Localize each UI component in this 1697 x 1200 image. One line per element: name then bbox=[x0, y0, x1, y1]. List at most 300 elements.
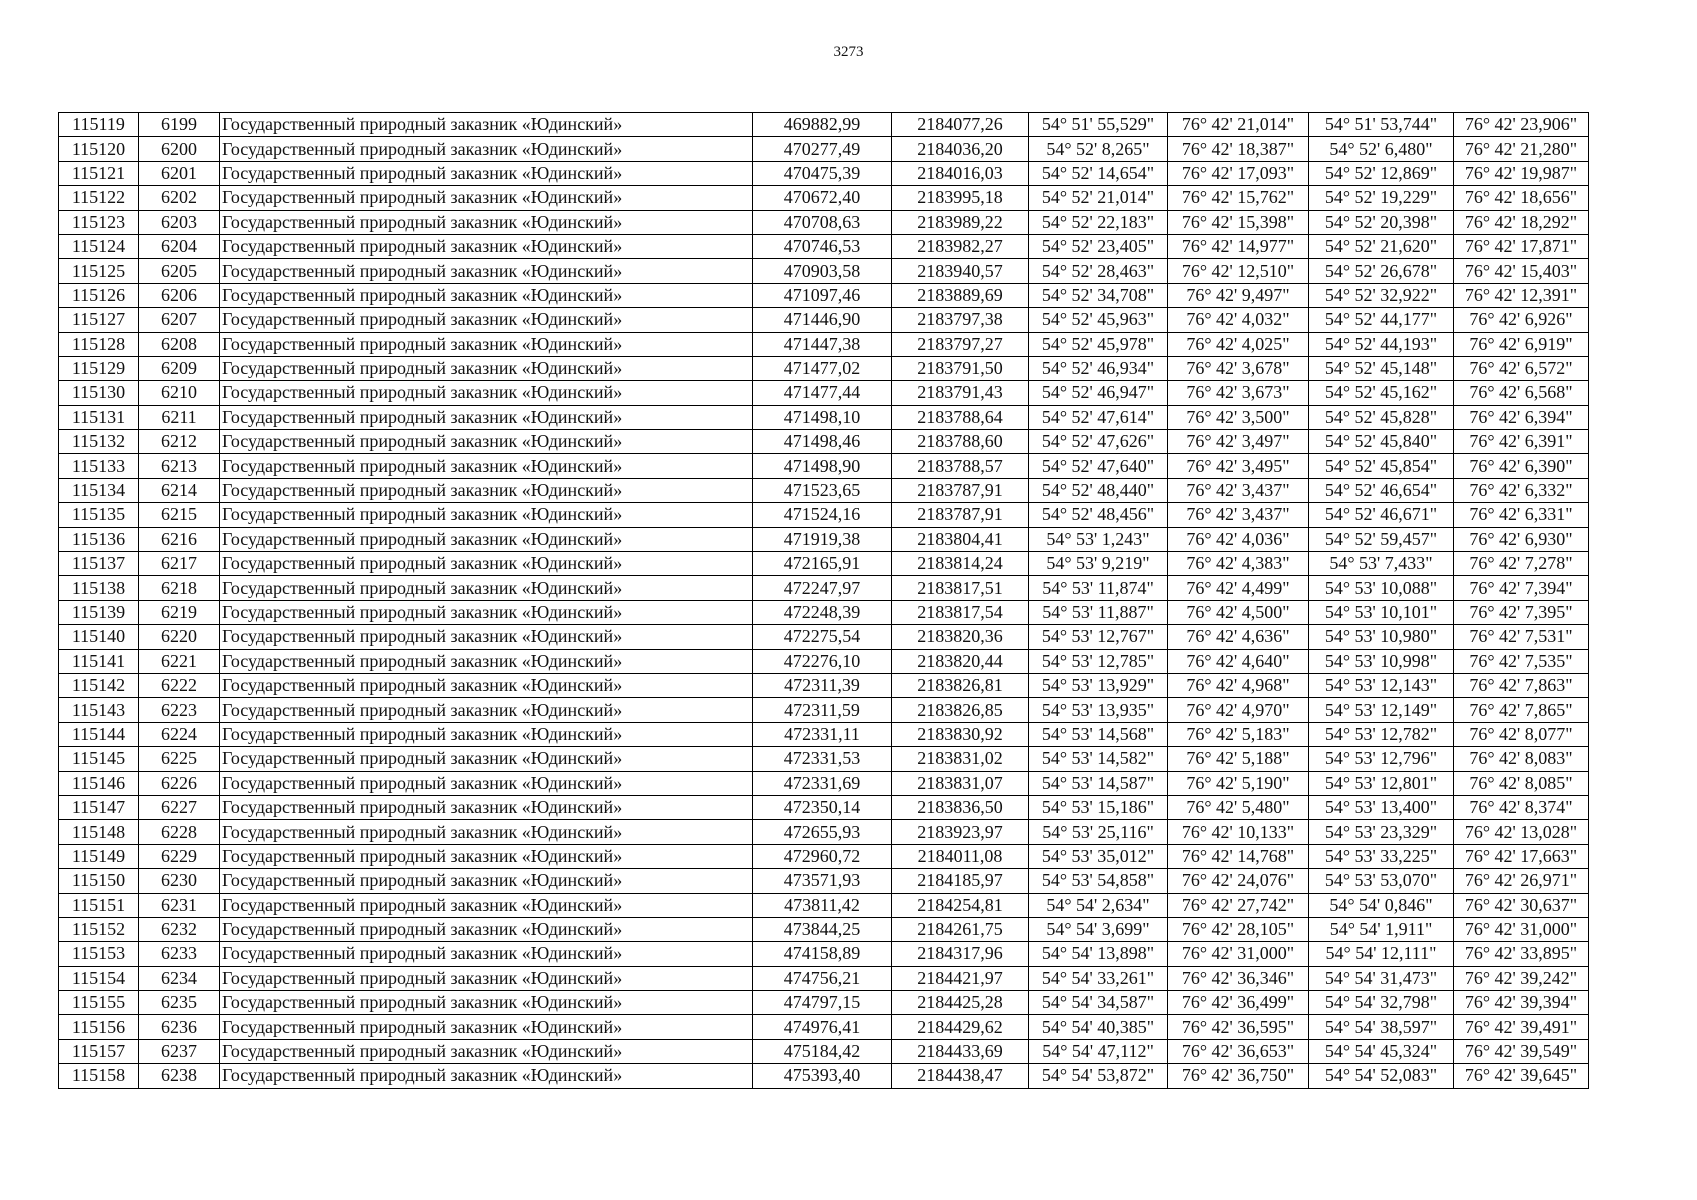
cell-object-name: Государственный природный заказник «Юдинский» bbox=[220, 600, 753, 624]
cell-latitude-1: 54° 52' 8,265" bbox=[1029, 137, 1168, 161]
cell-longitude-2: 76° 42' 6,391" bbox=[1454, 430, 1589, 454]
cell-longitude-2: 76° 42' 6,919" bbox=[1454, 332, 1589, 356]
cell-point-number: 6227 bbox=[139, 795, 220, 819]
cell-longitude-2: 76° 42' 7,865" bbox=[1454, 698, 1589, 722]
cell-longitude-2: 76° 42' 17,663" bbox=[1454, 844, 1589, 868]
cell-object-name: Государственный природный заказник «Юдинский» bbox=[220, 795, 753, 819]
cell-record-id: 115147 bbox=[59, 795, 139, 819]
cell-longitude-2: 76° 42' 8,077" bbox=[1454, 722, 1589, 746]
cell-point-number: 6205 bbox=[139, 259, 220, 283]
cell-latitude-1: 54° 52' 48,456" bbox=[1029, 503, 1168, 527]
cell-point-number: 6216 bbox=[139, 527, 220, 551]
cell-longitude-1: 76° 42' 36,750" bbox=[1168, 1064, 1309, 1088]
cell-point-number: 6238 bbox=[139, 1064, 220, 1088]
cell-object-name: Государственный природный заказник «Юдинский» bbox=[220, 942, 753, 966]
cell-object-name: Государственный природный заказник «Юдинский» bbox=[220, 893, 753, 917]
cell-longitude-2: 76° 42' 6,332" bbox=[1454, 478, 1589, 502]
cell-object-name: Государственный природный заказник «Юдинский» bbox=[220, 625, 753, 649]
cell-record-id: 115146 bbox=[59, 771, 139, 795]
cell-object-name: Государственный природный заказник «Юдинский» bbox=[220, 527, 753, 551]
cell-point-number: 6204 bbox=[139, 234, 220, 258]
cell-longitude-2: 76° 42' 19,987" bbox=[1454, 161, 1589, 185]
cell-object-name: Государственный природный заказник «Юдинский» bbox=[220, 430, 753, 454]
cell-x-coordinate: 471477,44 bbox=[753, 381, 892, 405]
cell-record-id: 115122 bbox=[59, 186, 139, 210]
cell-longitude-1: 76° 42' 21,014" bbox=[1168, 113, 1309, 137]
table-row bbox=[59, 893, 1589, 917]
cell-latitude-2: 54° 54' 31,473" bbox=[1309, 966, 1454, 990]
cell-latitude-1: 54° 53' 1,243" bbox=[1029, 527, 1168, 551]
cell-latitude-1: 54° 53' 15,186" bbox=[1029, 795, 1168, 819]
cell-point-number: 6232 bbox=[139, 917, 220, 941]
cell-x-coordinate: 471498,46 bbox=[753, 430, 892, 454]
cell-latitude-2: 54° 52' 21,620" bbox=[1309, 234, 1454, 258]
cell-longitude-1: 76° 42' 14,977" bbox=[1168, 234, 1309, 258]
cell-object-name: Государственный природный заказник «Юдинский» bbox=[220, 966, 753, 990]
cell-record-id: 115158 bbox=[59, 1064, 139, 1088]
cell-point-number: 6226 bbox=[139, 771, 220, 795]
cell-longitude-1: 76° 42' 3,500" bbox=[1168, 405, 1309, 429]
cell-longitude-2: 76° 42' 31,000" bbox=[1454, 917, 1589, 941]
table-row bbox=[59, 795, 1589, 819]
cell-latitude-1: 54° 53' 13,935" bbox=[1029, 698, 1168, 722]
cell-x-coordinate: 471524,16 bbox=[753, 503, 892, 527]
cell-longitude-1: 76° 42' 4,025" bbox=[1168, 332, 1309, 356]
cell-longitude-1: 76° 42' 5,480" bbox=[1168, 795, 1309, 819]
table-row bbox=[59, 186, 1589, 210]
cell-latitude-2: 54° 52' 46,654" bbox=[1309, 478, 1454, 502]
cell-x-coordinate: 470475,39 bbox=[753, 161, 892, 185]
cell-object-name: Государственный природный заказник «Юдинский» bbox=[220, 917, 753, 941]
cell-object-name: Государственный природный заказник «Юдинский» bbox=[220, 869, 753, 893]
cell-longitude-1: 76° 42' 15,398" bbox=[1168, 210, 1309, 234]
cell-record-id: 115157 bbox=[59, 1039, 139, 1063]
cell-object-name: Государственный природный заказник «Юдинский» bbox=[220, 381, 753, 405]
cell-point-number: 6210 bbox=[139, 381, 220, 405]
cell-x-coordinate: 475184,42 bbox=[753, 1039, 892, 1063]
table-row bbox=[59, 820, 1589, 844]
cell-x-coordinate: 472275,54 bbox=[753, 625, 892, 649]
cell-object-name: Государственный природный заказник «Юдинский» bbox=[220, 283, 753, 307]
cell-y-coordinate: 2184254,81 bbox=[892, 893, 1029, 917]
cell-longitude-1: 76° 42' 17,093" bbox=[1168, 161, 1309, 185]
cell-x-coordinate: 471919,38 bbox=[753, 527, 892, 551]
cell-object-name: Государственный природный заказник «Юдинский» bbox=[220, 405, 753, 429]
cell-longitude-1: 76° 42' 28,105" bbox=[1168, 917, 1309, 941]
cell-record-id: 115131 bbox=[59, 405, 139, 429]
cell-latitude-2: 54° 52' 59,457" bbox=[1309, 527, 1454, 551]
cell-x-coordinate: 472350,14 bbox=[753, 795, 892, 819]
cell-latitude-1: 54° 53' 13,929" bbox=[1029, 673, 1168, 697]
cell-y-coordinate: 2184421,97 bbox=[892, 966, 1029, 990]
cell-x-coordinate: 471097,46 bbox=[753, 283, 892, 307]
cell-longitude-2: 76° 42' 18,292" bbox=[1454, 210, 1589, 234]
cell-record-id: 115156 bbox=[59, 1015, 139, 1039]
table-row bbox=[59, 527, 1589, 551]
table-row bbox=[59, 869, 1589, 893]
cell-latitude-2: 54° 52' 6,480" bbox=[1309, 137, 1454, 161]
cell-y-coordinate: 2183836,50 bbox=[892, 795, 1029, 819]
cell-latitude-1: 54° 52' 23,405" bbox=[1029, 234, 1168, 258]
cell-object-name: Государственный природный заказник «Юдинский» bbox=[220, 332, 753, 356]
cell-longitude-1: 76° 42' 31,000" bbox=[1168, 942, 1309, 966]
cell-x-coordinate: 473844,25 bbox=[753, 917, 892, 941]
cell-latitude-1: 54° 53' 14,568" bbox=[1029, 722, 1168, 746]
cell-y-coordinate: 2183826,81 bbox=[892, 673, 1029, 697]
cell-record-id: 115120 bbox=[59, 137, 139, 161]
page-number: 3273 bbox=[833, 44, 864, 60]
cell-longitude-1: 76° 42' 36,595" bbox=[1168, 1015, 1309, 1039]
cell-y-coordinate: 2183831,02 bbox=[892, 747, 1029, 771]
cell-point-number: 6225 bbox=[139, 747, 220, 771]
table-row bbox=[59, 1039, 1589, 1063]
cell-y-coordinate: 2183982,27 bbox=[892, 234, 1029, 258]
cell-longitude-2: 76° 42' 12,391" bbox=[1454, 283, 1589, 307]
cell-longitude-1: 76° 42' 36,499" bbox=[1168, 991, 1309, 1015]
cell-object-name: Государственный природный заказник «Юдинский» bbox=[220, 503, 753, 527]
cell-longitude-2: 76° 42' 6,390" bbox=[1454, 454, 1589, 478]
cell-latitude-1: 54° 51' 55,529" bbox=[1029, 113, 1168, 137]
cell-longitude-1: 76° 42' 4,500" bbox=[1168, 600, 1309, 624]
cell-y-coordinate: 2183820,36 bbox=[892, 625, 1029, 649]
cell-x-coordinate: 472311,59 bbox=[753, 698, 892, 722]
cell-longitude-2: 76° 42' 6,568" bbox=[1454, 381, 1589, 405]
table-row bbox=[59, 625, 1589, 649]
cell-record-id: 115143 bbox=[59, 698, 139, 722]
cell-x-coordinate: 470903,58 bbox=[753, 259, 892, 283]
cell-latitude-1: 54° 54' 3,699" bbox=[1029, 917, 1168, 941]
cell-latitude-1: 54° 54' 2,634" bbox=[1029, 893, 1168, 917]
cell-point-number: 6228 bbox=[139, 820, 220, 844]
cell-record-id: 115141 bbox=[59, 649, 139, 673]
cell-longitude-2: 76° 42' 18,656" bbox=[1454, 186, 1589, 210]
cell-y-coordinate: 2183817,51 bbox=[892, 576, 1029, 600]
cell-latitude-1: 54° 52' 45,963" bbox=[1029, 308, 1168, 332]
cell-latitude-1: 54° 52' 22,183" bbox=[1029, 210, 1168, 234]
cell-latitude-2: 54° 53' 23,329" bbox=[1309, 820, 1454, 844]
cell-latitude-2: 54° 54' 0,846" bbox=[1309, 893, 1454, 917]
cell-y-coordinate: 2183787,91 bbox=[892, 478, 1029, 502]
cell-longitude-2: 76° 42' 8,085" bbox=[1454, 771, 1589, 795]
cell-longitude-1: 76° 42' 27,742" bbox=[1168, 893, 1309, 917]
cell-latitude-2: 54° 53' 7,433" bbox=[1309, 552, 1454, 576]
cell-record-id: 115128 bbox=[59, 332, 139, 356]
cell-point-number: 6212 bbox=[139, 430, 220, 454]
cell-latitude-1: 54° 54' 40,385" bbox=[1029, 1015, 1168, 1039]
cell-x-coordinate: 471498,90 bbox=[753, 454, 892, 478]
table-row bbox=[59, 161, 1589, 185]
cell-latitude-1: 54° 53' 25,116" bbox=[1029, 820, 1168, 844]
cell-latitude-2: 54° 52' 44,193" bbox=[1309, 332, 1454, 356]
cell-record-id: 115129 bbox=[59, 356, 139, 380]
table-row bbox=[59, 454, 1589, 478]
cell-latitude-1: 54° 54' 53,872" bbox=[1029, 1064, 1168, 1088]
cell-object-name: Государственный природный заказник «Юдинский» bbox=[220, 552, 753, 576]
cell-x-coordinate: 471447,38 bbox=[753, 332, 892, 356]
cell-latitude-1: 54° 54' 34,587" bbox=[1029, 991, 1168, 1015]
cell-object-name: Государственный природный заказник «Юдинский» bbox=[220, 234, 753, 258]
cell-object-name: Государственный природный заказник «Юдинский» bbox=[220, 137, 753, 161]
cell-object-name: Государственный природный заказник «Юдинский» bbox=[220, 478, 753, 502]
cell-longitude-2: 76° 42' 39,394" bbox=[1454, 991, 1589, 1015]
cell-x-coordinate: 474976,41 bbox=[753, 1015, 892, 1039]
cell-latitude-1: 54° 52' 47,626" bbox=[1029, 430, 1168, 454]
cell-y-coordinate: 2183788,60 bbox=[892, 430, 1029, 454]
cell-latitude-1: 54° 52' 47,640" bbox=[1029, 454, 1168, 478]
cell-y-coordinate: 2183787,91 bbox=[892, 503, 1029, 527]
table-row bbox=[59, 430, 1589, 454]
cell-longitude-2: 76° 42' 33,895" bbox=[1454, 942, 1589, 966]
cell-longitude-2: 76° 42' 6,926" bbox=[1454, 308, 1589, 332]
cell-point-number: 6218 bbox=[139, 576, 220, 600]
table-row bbox=[59, 405, 1589, 429]
cell-longitude-2: 76° 42' 6,394" bbox=[1454, 405, 1589, 429]
table-row bbox=[59, 698, 1589, 722]
cell-longitude-2: 76° 42' 30,637" bbox=[1454, 893, 1589, 917]
cell-record-id: 115127 bbox=[59, 308, 139, 332]
cell-object-name: Государственный природный заказник «Юдинский» bbox=[220, 698, 753, 722]
table-row bbox=[59, 747, 1589, 771]
cell-latitude-1: 54° 53' 35,012" bbox=[1029, 844, 1168, 868]
cell-record-id: 115125 bbox=[59, 259, 139, 283]
cell-latitude-2: 54° 54' 52,083" bbox=[1309, 1064, 1454, 1088]
cell-latitude-1: 54° 52' 47,614" bbox=[1029, 405, 1168, 429]
cell-point-number: 6234 bbox=[139, 966, 220, 990]
cell-point-number: 6209 bbox=[139, 356, 220, 380]
cell-x-coordinate: 470708,63 bbox=[753, 210, 892, 234]
cell-record-id: 115135 bbox=[59, 503, 139, 527]
cell-point-number: 6215 bbox=[139, 503, 220, 527]
cell-latitude-2: 54° 52' 26,678" bbox=[1309, 259, 1454, 283]
cell-latitude-1: 54° 53' 12,785" bbox=[1029, 649, 1168, 673]
cell-object-name: Государственный природный заказник «Юдинский» bbox=[220, 991, 753, 1015]
cell-y-coordinate: 2183814,24 bbox=[892, 552, 1029, 576]
cell-record-id: 115139 bbox=[59, 600, 139, 624]
cell-longitude-1: 76° 42' 15,762" bbox=[1168, 186, 1309, 210]
cell-record-id: 115155 bbox=[59, 991, 139, 1015]
cell-y-coordinate: 2184433,69 bbox=[892, 1039, 1029, 1063]
cell-record-id: 115126 bbox=[59, 283, 139, 307]
cell-point-number: 6203 bbox=[139, 210, 220, 234]
table-row bbox=[59, 283, 1589, 307]
cell-point-number: 6217 bbox=[139, 552, 220, 576]
cell-x-coordinate: 472331,69 bbox=[753, 771, 892, 795]
cell-longitude-2: 76° 42' 7,535" bbox=[1454, 649, 1589, 673]
cell-longitude-1: 76° 42' 36,346" bbox=[1168, 966, 1309, 990]
table-row bbox=[59, 722, 1589, 746]
cell-latitude-1: 54° 54' 13,898" bbox=[1029, 942, 1168, 966]
cell-longitude-2: 76° 42' 7,395" bbox=[1454, 600, 1589, 624]
table-row bbox=[59, 259, 1589, 283]
cell-y-coordinate: 2184438,47 bbox=[892, 1064, 1029, 1088]
cell-record-id: 115151 bbox=[59, 893, 139, 917]
cell-x-coordinate: 472276,10 bbox=[753, 649, 892, 673]
cell-object-name: Государственный природный заказник «Юдинский» bbox=[220, 161, 753, 185]
table-row bbox=[59, 966, 1589, 990]
cell-object-name: Государственный природный заказник «Юдинский» bbox=[220, 722, 753, 746]
cell-longitude-1: 76° 42' 4,036" bbox=[1168, 527, 1309, 551]
cell-record-id: 115149 bbox=[59, 844, 139, 868]
table-row bbox=[59, 649, 1589, 673]
cell-longitude-1: 76° 42' 14,768" bbox=[1168, 844, 1309, 868]
cell-record-id: 115133 bbox=[59, 454, 139, 478]
cell-x-coordinate: 472655,93 bbox=[753, 820, 892, 844]
cell-record-id: 115140 bbox=[59, 625, 139, 649]
cell-x-coordinate: 471477,02 bbox=[753, 356, 892, 380]
cell-object-name: Государственный природный заказник «Юдинский» bbox=[220, 649, 753, 673]
cell-record-id: 115137 bbox=[59, 552, 139, 576]
cell-point-number: 6199 bbox=[139, 113, 220, 137]
cell-y-coordinate: 2183831,07 bbox=[892, 771, 1029, 795]
table-row bbox=[59, 552, 1589, 576]
cell-longitude-1: 76° 42' 3,437" bbox=[1168, 478, 1309, 502]
cell-y-coordinate: 2184261,75 bbox=[892, 917, 1029, 941]
cell-y-coordinate: 2184425,28 bbox=[892, 991, 1029, 1015]
cell-y-coordinate: 2183889,69 bbox=[892, 283, 1029, 307]
cell-record-id: 115142 bbox=[59, 673, 139, 697]
cell-longitude-2: 76° 42' 7,531" bbox=[1454, 625, 1589, 649]
cell-longitude-1: 76° 42' 4,383" bbox=[1168, 552, 1309, 576]
cell-record-id: 115145 bbox=[59, 747, 139, 771]
cell-point-number: 6208 bbox=[139, 332, 220, 356]
cell-object-name: Государственный природный заказник «Юдинский» bbox=[220, 210, 753, 234]
cell-y-coordinate: 2184011,08 bbox=[892, 844, 1029, 868]
cell-latitude-1: 54° 52' 46,934" bbox=[1029, 356, 1168, 380]
cell-latitude-2: 54° 53' 12,801" bbox=[1309, 771, 1454, 795]
cell-longitude-1: 76° 42' 4,636" bbox=[1168, 625, 1309, 649]
cell-point-number: 6211 bbox=[139, 405, 220, 429]
table-row bbox=[59, 576, 1589, 600]
cell-record-id: 115119 bbox=[59, 113, 139, 137]
cell-record-id: 115132 bbox=[59, 430, 139, 454]
cell-longitude-2: 76° 42' 15,403" bbox=[1454, 259, 1589, 283]
cell-longitude-1: 76° 42' 5,190" bbox=[1168, 771, 1309, 795]
cell-y-coordinate: 2184185,97 bbox=[892, 869, 1029, 893]
cell-point-number: 6235 bbox=[139, 991, 220, 1015]
cell-longitude-1: 76° 42' 3,437" bbox=[1168, 503, 1309, 527]
cell-record-id: 115123 bbox=[59, 210, 139, 234]
table-row bbox=[59, 113, 1589, 137]
cell-longitude-2: 76° 42' 7,863" bbox=[1454, 673, 1589, 697]
cell-longitude-2: 76° 42' 39,242" bbox=[1454, 966, 1589, 990]
cell-latitude-1: 54° 52' 48,440" bbox=[1029, 478, 1168, 502]
cell-y-coordinate: 2184429,62 bbox=[892, 1015, 1029, 1039]
cell-x-coordinate: 470277,49 bbox=[753, 137, 892, 161]
cell-latitude-2: 54° 53' 53,070" bbox=[1309, 869, 1454, 893]
cell-latitude-1: 54° 54' 33,261" bbox=[1029, 966, 1168, 990]
table-row bbox=[59, 137, 1589, 161]
cell-longitude-2: 76° 42' 23,906" bbox=[1454, 113, 1589, 137]
cell-x-coordinate: 474797,15 bbox=[753, 991, 892, 1015]
cell-latitude-2: 54° 52' 20,398" bbox=[1309, 210, 1454, 234]
cell-point-number: 6224 bbox=[139, 722, 220, 746]
cell-y-coordinate: 2183820,44 bbox=[892, 649, 1029, 673]
cell-object-name: Государственный природный заказник «Юдинский» bbox=[220, 771, 753, 795]
cell-latitude-1: 54° 52' 14,654" bbox=[1029, 161, 1168, 185]
cell-point-number: 6222 bbox=[139, 673, 220, 697]
cell-longitude-2: 76° 42' 17,871" bbox=[1454, 234, 1589, 258]
cell-latitude-1: 54° 52' 45,978" bbox=[1029, 332, 1168, 356]
cell-x-coordinate: 472331,11 bbox=[753, 722, 892, 746]
cell-record-id: 115130 bbox=[59, 381, 139, 405]
cell-object-name: Государственный природный заказник «Юдинский» bbox=[220, 1015, 753, 1039]
cell-y-coordinate: 2183804,41 bbox=[892, 527, 1029, 551]
cell-x-coordinate: 474756,21 bbox=[753, 966, 892, 990]
cell-latitude-2: 54° 54' 45,324" bbox=[1309, 1039, 1454, 1063]
cell-y-coordinate: 2184317,96 bbox=[892, 942, 1029, 966]
cell-latitude-1: 54° 52' 28,463" bbox=[1029, 259, 1168, 283]
cell-longitude-2: 76° 42' 39,549" bbox=[1454, 1039, 1589, 1063]
cell-latitude-2: 54° 52' 45,828" bbox=[1309, 405, 1454, 429]
cell-y-coordinate: 2183989,22 bbox=[892, 210, 1029, 234]
cell-x-coordinate: 474158,89 bbox=[753, 942, 892, 966]
cell-point-number: 6236 bbox=[139, 1015, 220, 1039]
cell-longitude-2: 76° 42' 7,394" bbox=[1454, 576, 1589, 600]
table-body bbox=[59, 113, 1589, 1089]
cell-longitude-1: 76° 42' 24,076" bbox=[1168, 869, 1309, 893]
cell-point-number: 6213 bbox=[139, 454, 220, 478]
cell-record-id: 115136 bbox=[59, 527, 139, 551]
cell-record-id: 115153 bbox=[59, 942, 139, 966]
cell-point-number: 6219 bbox=[139, 600, 220, 624]
cell-y-coordinate: 2183797,38 bbox=[892, 308, 1029, 332]
cell-latitude-1: 54° 53' 12,767" bbox=[1029, 625, 1168, 649]
cell-x-coordinate: 473571,93 bbox=[753, 869, 892, 893]
cell-record-id: 115124 bbox=[59, 234, 139, 258]
cell-latitude-2: 54° 52' 19,229" bbox=[1309, 186, 1454, 210]
cell-object-name: Государственный природный заказник «Юдинский» bbox=[220, 356, 753, 380]
cell-object-name: Государственный природный заказник «Юдинский» bbox=[220, 576, 753, 600]
cell-latitude-2: 54° 52' 45,148" bbox=[1309, 356, 1454, 380]
cell-y-coordinate: 2184077,26 bbox=[892, 113, 1029, 137]
cell-longitude-1: 76° 42' 4,032" bbox=[1168, 308, 1309, 332]
cell-latitude-1: 54° 53' 9,219" bbox=[1029, 552, 1168, 576]
cell-x-coordinate: 472331,53 bbox=[753, 747, 892, 771]
cell-point-number: 6231 bbox=[139, 893, 220, 917]
table-row bbox=[59, 381, 1589, 405]
cell-y-coordinate: 2183788,64 bbox=[892, 405, 1029, 429]
cell-object-name: Государственный природный заказник «Юдинский» bbox=[220, 673, 753, 697]
cell-longitude-1: 76° 42' 4,499" bbox=[1168, 576, 1309, 600]
cell-longitude-2: 76° 42' 6,930" bbox=[1454, 527, 1589, 551]
cell-longitude-1: 76° 42' 36,653" bbox=[1168, 1039, 1309, 1063]
cell-x-coordinate: 472165,91 bbox=[753, 552, 892, 576]
cell-object-name: Государственный природный заказник «Юдинский» bbox=[220, 308, 753, 332]
cell-latitude-2: 54° 52' 44,177" bbox=[1309, 308, 1454, 332]
table-row bbox=[59, 991, 1589, 1015]
cell-x-coordinate: 472311,39 bbox=[753, 673, 892, 697]
cell-y-coordinate: 2184016,03 bbox=[892, 161, 1029, 185]
cell-y-coordinate: 2183826,85 bbox=[892, 698, 1029, 722]
cell-latitude-1: 54° 53' 11,874" bbox=[1029, 576, 1168, 600]
cell-y-coordinate: 2183788,57 bbox=[892, 454, 1029, 478]
cell-latitude-2: 54° 54' 38,597" bbox=[1309, 1015, 1454, 1039]
cell-point-number: 6206 bbox=[139, 283, 220, 307]
cell-longitude-1: 76° 42' 4,970" bbox=[1168, 698, 1309, 722]
cell-latitude-2: 54° 52' 45,854" bbox=[1309, 454, 1454, 478]
cell-longitude-2: 76° 42' 13,028" bbox=[1454, 820, 1589, 844]
table-row bbox=[59, 942, 1589, 966]
cell-longitude-2: 76° 42' 8,374" bbox=[1454, 795, 1589, 819]
table-row bbox=[59, 356, 1589, 380]
table-row bbox=[59, 771, 1589, 795]
cell-object-name: Государственный природный заказник «Юдинский» bbox=[220, 454, 753, 478]
cell-object-name: Государственный природный заказник «Юдинский» bbox=[220, 259, 753, 283]
cell-y-coordinate: 2183923,97 bbox=[892, 820, 1029, 844]
cell-latitude-2: 54° 53' 10,998" bbox=[1309, 649, 1454, 673]
cell-longitude-2: 76° 42' 26,971" bbox=[1454, 869, 1589, 893]
cell-object-name: Государственный природный заказник «Юдинский» bbox=[220, 747, 753, 771]
